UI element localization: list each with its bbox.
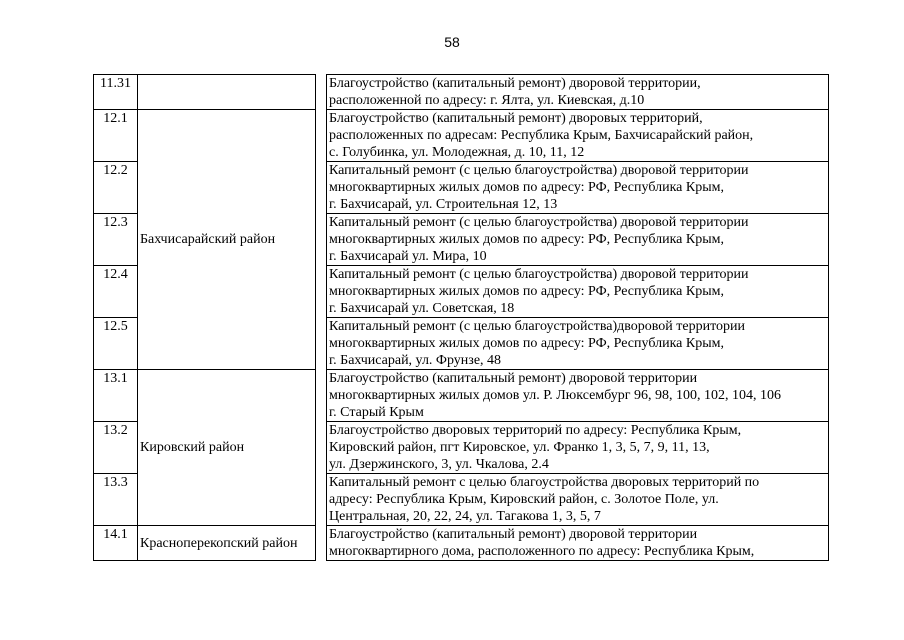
description-cell <box>327 266 829 318</box>
table-row <box>94 110 829 162</box>
district-cell: Бахчисарайский район <box>138 110 316 370</box>
description-line: адресу: Республика Крым, Кировский район, с. Золотое Поле, ул. <box>329 492 719 507</box>
document-table <box>93 74 829 561</box>
description-line: Центральная, 20, 22, 24, ул. Тагакова 1, 3, 5, 7 <box>329 509 601 524</box>
table-row <box>94 370 829 422</box>
description-cell <box>327 110 829 162</box>
description-line: Капитальный ремонт (с целью благоустройства) дворовой территории <box>329 267 749 282</box>
district-cell: Кировский район <box>138 370 316 526</box>
description-cell <box>327 526 829 561</box>
table-row <box>94 75 829 110</box>
description-cell <box>327 214 829 266</box>
description-line: г. Бахчисарай, ул. Строительная 12, 13 <box>329 197 558 212</box>
description-cell <box>327 422 829 474</box>
row-number: 11.31 <box>94 75 138 110</box>
description-line: многоквартирных жилых домов по адресу: РФ, Республика Крым, <box>329 284 724 299</box>
spacer-cell <box>316 318 327 370</box>
description-line: Капитальный ремонт (с целью благоустройства) дворовой территории <box>329 215 749 230</box>
description-line: Благоустройство (капитальный ремонт) дворовой территории <box>329 527 698 542</box>
description-line: Благоустройство дворовых территорий по адресу: Республика Крым, <box>329 423 742 438</box>
row-number: 12.2 <box>94 162 138 214</box>
spacer-cell <box>316 474 327 526</box>
row-number: 12.5 <box>94 318 138 370</box>
district-cell: Красноперекопский район <box>138 526 316 561</box>
district-cell <box>138 75 316 110</box>
description-cell <box>327 370 829 422</box>
row-number: 14.1 <box>94 526 138 561</box>
description-line: г. Старый Крым <box>329 405 424 420</box>
row-number: 12.3 <box>94 214 138 266</box>
page-number: 58 <box>444 34 460 50</box>
description-line: Благоустройство (капитальный ремонт) дворовой территории <box>329 371 698 386</box>
spacer-cell <box>316 422 327 474</box>
description-line: Кировский район, пгт Кировское, ул. Франко 1, 3, 5, 7, 9, 11, 13, <box>329 440 710 455</box>
description-line: многоквартирных жилых домов по адресу: РФ, Республика Крым, <box>329 232 724 247</box>
row-number: 13.1 <box>94 370 138 422</box>
description-line: Капитальный ремонт с целью благоустройства дворовых территорий по <box>329 475 760 490</box>
description-line: Благоустройство (капитальный ремонт) дворовых территорий, <box>329 111 703 126</box>
row-number: 13.2 <box>94 422 138 474</box>
row-number: 12.1 <box>94 110 138 162</box>
spacer-cell <box>316 526 327 561</box>
description-cell <box>327 75 829 110</box>
description-line: расположенных по адресам: Республика Крым, Бахчисарайский район, <box>329 128 754 143</box>
description-line: г. Бахчисарай, ул. Фрунзе, 48 <box>329 353 502 368</box>
description-line: Капитальный ремонт (с целью благоустройства)дворовой территории <box>329 319 746 334</box>
spacer-cell <box>316 266 327 318</box>
description-cell <box>327 474 829 526</box>
spacer-cell <box>316 162 327 214</box>
row-number: 12.4 <box>94 266 138 318</box>
spacer-cell <box>316 110 327 162</box>
spacer-cell <box>316 214 327 266</box>
description-line: г. Бахчисарай ул. Советская, 18 <box>329 301 515 316</box>
description-cell <box>327 162 829 214</box>
description-line: многоквартирных жилых домов ул. Р. Люксембург 96, 98, 100, 102, 104, 106 <box>329 388 781 403</box>
table-row <box>94 526 829 561</box>
description-line: с. Голубинка, ул. Молодежная, д. 10, 11, 12 <box>329 145 585 160</box>
description-line: Благоустройство (капитальный ремонт) дворовой территории, <box>329 76 701 91</box>
description-line: г. Бахчисарай ул. Мира, 10 <box>329 249 487 264</box>
description-cell <box>327 318 829 370</box>
spacer-cell <box>316 75 327 110</box>
spacer-cell <box>316 370 327 422</box>
description-line: многоквартирных жилых домов по адресу: РФ, Республика Крым, <box>329 336 724 351</box>
description-line: Капитальный ремонт (с целью благоустройства) дворовой территории <box>329 163 749 178</box>
description-line: расположенной по адресу: г. Ялта, ул. Киевская, д.10 <box>329 93 645 108</box>
row-number: 13.3 <box>94 474 138 526</box>
description-line: ул. Дзержинского, 3, ул. Чкалова, 2.4 <box>329 457 549 472</box>
description-line: многоквартирного дома, расположенного по адресу: Республика Крым, <box>329 544 755 559</box>
description-line: многоквартирных жилых домов по адресу: РФ, Республика Крым, <box>329 180 724 195</box>
